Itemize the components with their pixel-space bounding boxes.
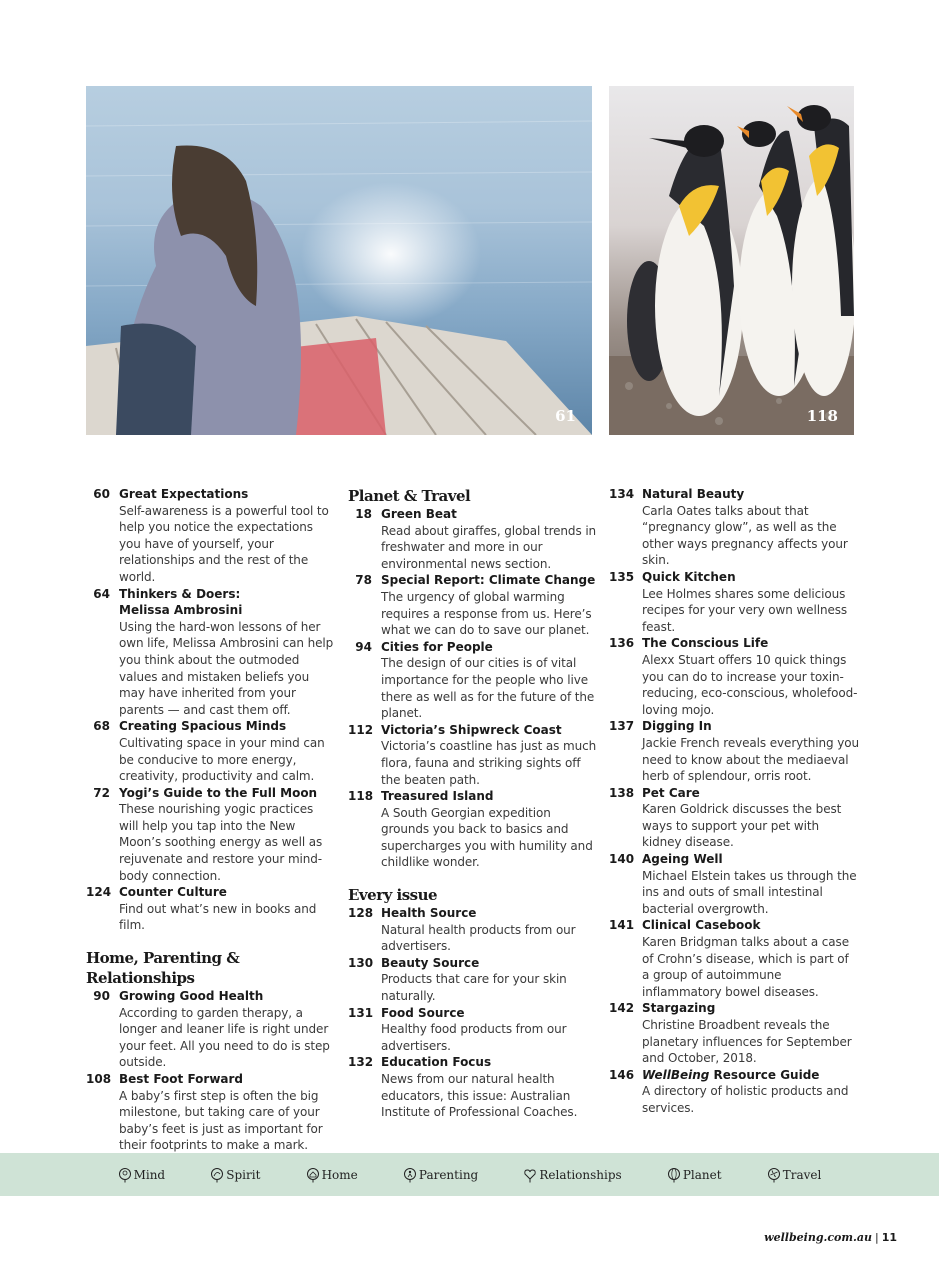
entry-title: Special Report: Climate Change xyxy=(381,573,596,588)
contents-entry[interactable] xyxy=(348,1005,598,1055)
heart-icon xyxy=(523,1167,537,1183)
contents-entry[interactable] xyxy=(86,718,336,784)
nav-item-label: Parenting xyxy=(418,1167,479,1182)
page-footer xyxy=(764,1231,897,1244)
section-title: Every issue xyxy=(348,886,438,905)
photo-page-number: 118 xyxy=(806,407,838,425)
contents-entry[interactable] xyxy=(609,851,859,917)
entry-page-number: 134 xyxy=(609,487,635,501)
contents-entry[interactable] xyxy=(348,572,598,638)
contents-entry[interactable] xyxy=(609,1000,859,1066)
contents-entry[interactable] xyxy=(609,917,859,1000)
woman-on-dock-photo xyxy=(86,86,592,435)
entry-description: These nourishing yogic practices will help you tap into the New Moon’s soothing energy as well as rejuvenate and restore your mind-body connection. xyxy=(119,802,323,883)
contents-column-3 xyxy=(609,486,859,1117)
entry-title: Great Expectations xyxy=(119,487,249,501)
contents-entry[interactable] xyxy=(348,788,598,871)
contents-entry[interactable] xyxy=(609,1067,859,1117)
entry-description: The design of our cities is of vital importance for the people who live there as well as for the future of the planet. xyxy=(381,656,595,721)
entry-description: Alexx Stuart offers 10 quick things you can do to increase your toxin-reducing, eco-conscious, wholefood-loving mojo. xyxy=(642,652,858,717)
entry-title: Cities for People xyxy=(381,639,493,654)
entry-page-number: 90 xyxy=(93,989,110,1004)
nav-item-label: Spirit xyxy=(226,1167,261,1182)
entry-page-number: 138 xyxy=(609,785,635,800)
entry-page-number: 135 xyxy=(609,569,635,584)
entry-title: Counter Culture xyxy=(119,885,227,900)
entry-title: Clinical Casebook xyxy=(642,918,761,933)
entry-description: Cultivating space in your mind can be conducive to more energy, creativity, productivity and calm. xyxy=(119,735,325,784)
entry-description: A South Georgian expedition grounds you back to basics and supercharges you with humility and childlike wonder. xyxy=(381,805,593,870)
entry-page-number: 124 xyxy=(86,885,112,900)
contents-entry[interactable] xyxy=(609,785,859,851)
entry-title: Victoria’s Shipwreck Coast xyxy=(381,722,562,737)
entry-title: Pet Care xyxy=(642,785,700,800)
footer-separator: | xyxy=(874,1231,879,1244)
nav-item-label: Home xyxy=(321,1167,358,1182)
entry-title: Beauty Source xyxy=(381,955,480,970)
mind-icon xyxy=(118,1167,132,1183)
entry-page-number: 72 xyxy=(93,785,110,800)
entry-page-number: 108 xyxy=(86,1072,112,1086)
contents-entry[interactable] xyxy=(86,988,336,1071)
entry-description: According to garden therapy, a longer and leaner life is right under your feet. All you need to do is step outside. xyxy=(119,1005,330,1070)
entry-title: Yogi’s Guide to the Full Moon xyxy=(119,785,318,800)
nav-item-home[interactable] xyxy=(306,1167,358,1183)
contents-entry[interactable] xyxy=(86,486,336,586)
entry-title: Creating Spacious Minds xyxy=(119,719,287,734)
plane-icon xyxy=(767,1167,781,1183)
entry-description: Using the hard-won lessons of her own life, Melissa Ambrosini can help you think about the outmoded values and mistaken beliefs you may have inherited from your parents — and cast them off. xyxy=(119,619,334,717)
entry-page-number: 60 xyxy=(93,487,110,501)
entry-page-number: 94 xyxy=(355,639,372,654)
entry-description: News from our natural health educators, this issue: Australian Institute of Professional Coaches. xyxy=(381,1072,578,1120)
nav-item-planet[interactable] xyxy=(667,1167,722,1183)
entry-title xyxy=(642,1067,859,1084)
woman-on-dock-illustration xyxy=(86,86,592,435)
entry-title: Best Foot Forward xyxy=(119,1072,244,1086)
entry-title: Green Beat xyxy=(381,507,457,521)
entry-description: Karen Bridgman talks about a case of Crohn’s disease, which is part of a group of autoimmune inflammatory bowel diseases. xyxy=(642,935,849,999)
nav-item-spirit[interactable] xyxy=(210,1167,260,1183)
entry-title: Health Source xyxy=(381,906,477,921)
entry-description: Carla Oates talks about that “pregnancy glow”, as well as the other ways pregnancy affects your skin. xyxy=(642,503,848,568)
contents-entry[interactable] xyxy=(86,1071,336,1154)
entry-description: Michael Elstein takes us through the ins and outs of small intestinal bacterial overgrowth. xyxy=(642,868,857,916)
contents-section xyxy=(609,486,859,1117)
contents-entry[interactable] xyxy=(86,785,336,885)
entry-description: A baby’s first step is often the big milestone, but taking care of your baby’s feet is just as important for their footprints to make a mark. xyxy=(119,1088,323,1153)
entry-description: Karen Goldrick discusses the best ways to support your pet with kidney disease. xyxy=(642,802,842,850)
entry-title: The Conscious Life xyxy=(642,636,769,651)
entry-description: Jackie French reveals everything you need to know about the mediaeval herb of splendour, orris root. xyxy=(642,735,859,784)
entry-description: A directory of holistic products and services. xyxy=(642,1084,849,1115)
entry-description: Natural health products from our advertisers. xyxy=(381,922,576,954)
contents-section xyxy=(86,486,336,934)
entry-page-number: 137 xyxy=(609,719,635,734)
penguins-illustration xyxy=(609,86,854,435)
nav-item-mind[interactable] xyxy=(118,1167,166,1183)
contents-entry[interactable] xyxy=(86,884,336,934)
penguins-photo xyxy=(609,86,854,435)
entry-page-number: 68 xyxy=(93,719,110,734)
entry-page-number: 128 xyxy=(348,906,374,921)
entry-title: Stargazing xyxy=(642,1001,716,1016)
footer-website[interactable]: wellbeing.com.au xyxy=(764,1231,872,1244)
entry-page-number: 142 xyxy=(609,1001,635,1016)
entry-page-number: 146 xyxy=(609,1067,635,1082)
entry-page-number: 18 xyxy=(355,507,372,521)
entry-title: Quick Kitchen xyxy=(642,569,736,584)
nav-item-relationships[interactable] xyxy=(523,1167,621,1183)
entry-title: Digging In xyxy=(642,719,712,734)
entry-title: Education Focus xyxy=(381,1055,492,1070)
parenting-icon xyxy=(403,1167,417,1183)
spirit-icon xyxy=(210,1167,224,1183)
contents-column-2 xyxy=(348,486,598,1121)
entry-page-number: 140 xyxy=(609,852,635,867)
contents-entry[interactable] xyxy=(348,1054,598,1120)
nav-item-travel[interactable] xyxy=(767,1167,822,1183)
entry-page-number: 141 xyxy=(609,918,635,933)
contents-entry[interactable] xyxy=(609,569,859,635)
entry-page-number: 112 xyxy=(348,722,374,737)
contents-entry[interactable] xyxy=(348,722,598,788)
nav-item-label: Travel xyxy=(782,1167,822,1182)
contents-entry[interactable] xyxy=(348,639,598,722)
section-title: Planet & Travel xyxy=(348,487,471,505)
planet-icon xyxy=(667,1167,681,1183)
entry-title: Treasured Island xyxy=(381,789,494,804)
entry-description: Self-awareness is a powerful tool to help you notice the expectations you have of yourself, your relationships and the rest of the world. xyxy=(119,503,329,584)
contents-column-1 xyxy=(86,486,336,1154)
entry-page-number: 78 xyxy=(355,573,372,588)
nav-item-label: Relationships xyxy=(539,1167,622,1182)
nav-item-label: Planet xyxy=(682,1167,722,1182)
footer-page-number: 11 xyxy=(881,1231,897,1244)
entry-page-number: 64 xyxy=(93,586,110,601)
section-title: Home, Parenting & Relationships xyxy=(86,949,240,988)
contents-section xyxy=(348,885,598,1121)
entry-description: Find out what’s new in books and film. xyxy=(119,901,317,933)
contents-entry[interactable] xyxy=(348,955,598,1005)
entry-title: Natural Beauty xyxy=(642,487,745,501)
nav-item-label: Mind xyxy=(133,1167,166,1182)
category-nav-bar xyxy=(0,1153,939,1196)
entry-description: Read about giraffes, global trends in freshwater and more in our environmental news section. xyxy=(381,523,597,571)
contents-entry[interactable] xyxy=(348,506,598,572)
entry-description: Healthy food products from our advertisers. xyxy=(381,1022,567,1053)
contents-entry[interactable] xyxy=(609,635,859,718)
entry-title: Food Source xyxy=(381,1005,465,1020)
nav-item-parenting[interactable] xyxy=(403,1167,478,1183)
contents-entry[interactable] xyxy=(348,905,598,955)
entry-page-number: 136 xyxy=(609,636,635,651)
contents-section xyxy=(86,948,336,1154)
entry-title: Growing Good Health xyxy=(119,989,264,1004)
contents-entry[interactable] xyxy=(609,718,859,784)
entry-title: Thinkers & Doers: Melissa Ambrosini xyxy=(119,586,243,618)
photo-page-number: 61 xyxy=(555,407,576,425)
entry-description: Lee Holmes shares some delicious recipes for your very own wellness feast. xyxy=(642,586,848,634)
entry-description: Victoria’s coastline has just as much flora, fauna and striking sights off the beaten path. xyxy=(381,739,597,787)
contents-entry[interactable] xyxy=(609,486,859,569)
entry-page-number: 130 xyxy=(348,955,374,970)
entry-title-rest: Resource Guide xyxy=(709,1067,820,1082)
home-icon xyxy=(306,1167,320,1183)
entry-page-number: 118 xyxy=(348,789,374,804)
entry-description: Products that care for your skin naturally. xyxy=(381,972,567,1004)
entry-page-number: 131 xyxy=(348,1005,374,1020)
entry-description: The urgency of global warming requires a response from us. Here’s what we can do to save our planet. xyxy=(381,589,592,638)
contents-section xyxy=(348,486,598,871)
entry-page-number: 132 xyxy=(348,1055,374,1070)
entry-title-brand: WellBeing xyxy=(642,1067,710,1082)
entry-title: Ageing Well xyxy=(642,852,723,867)
entry-description: Christine Broadbent reveals the planetary influences for September and October, 2018. xyxy=(642,1018,852,1066)
contents-entry[interactable] xyxy=(86,586,336,719)
